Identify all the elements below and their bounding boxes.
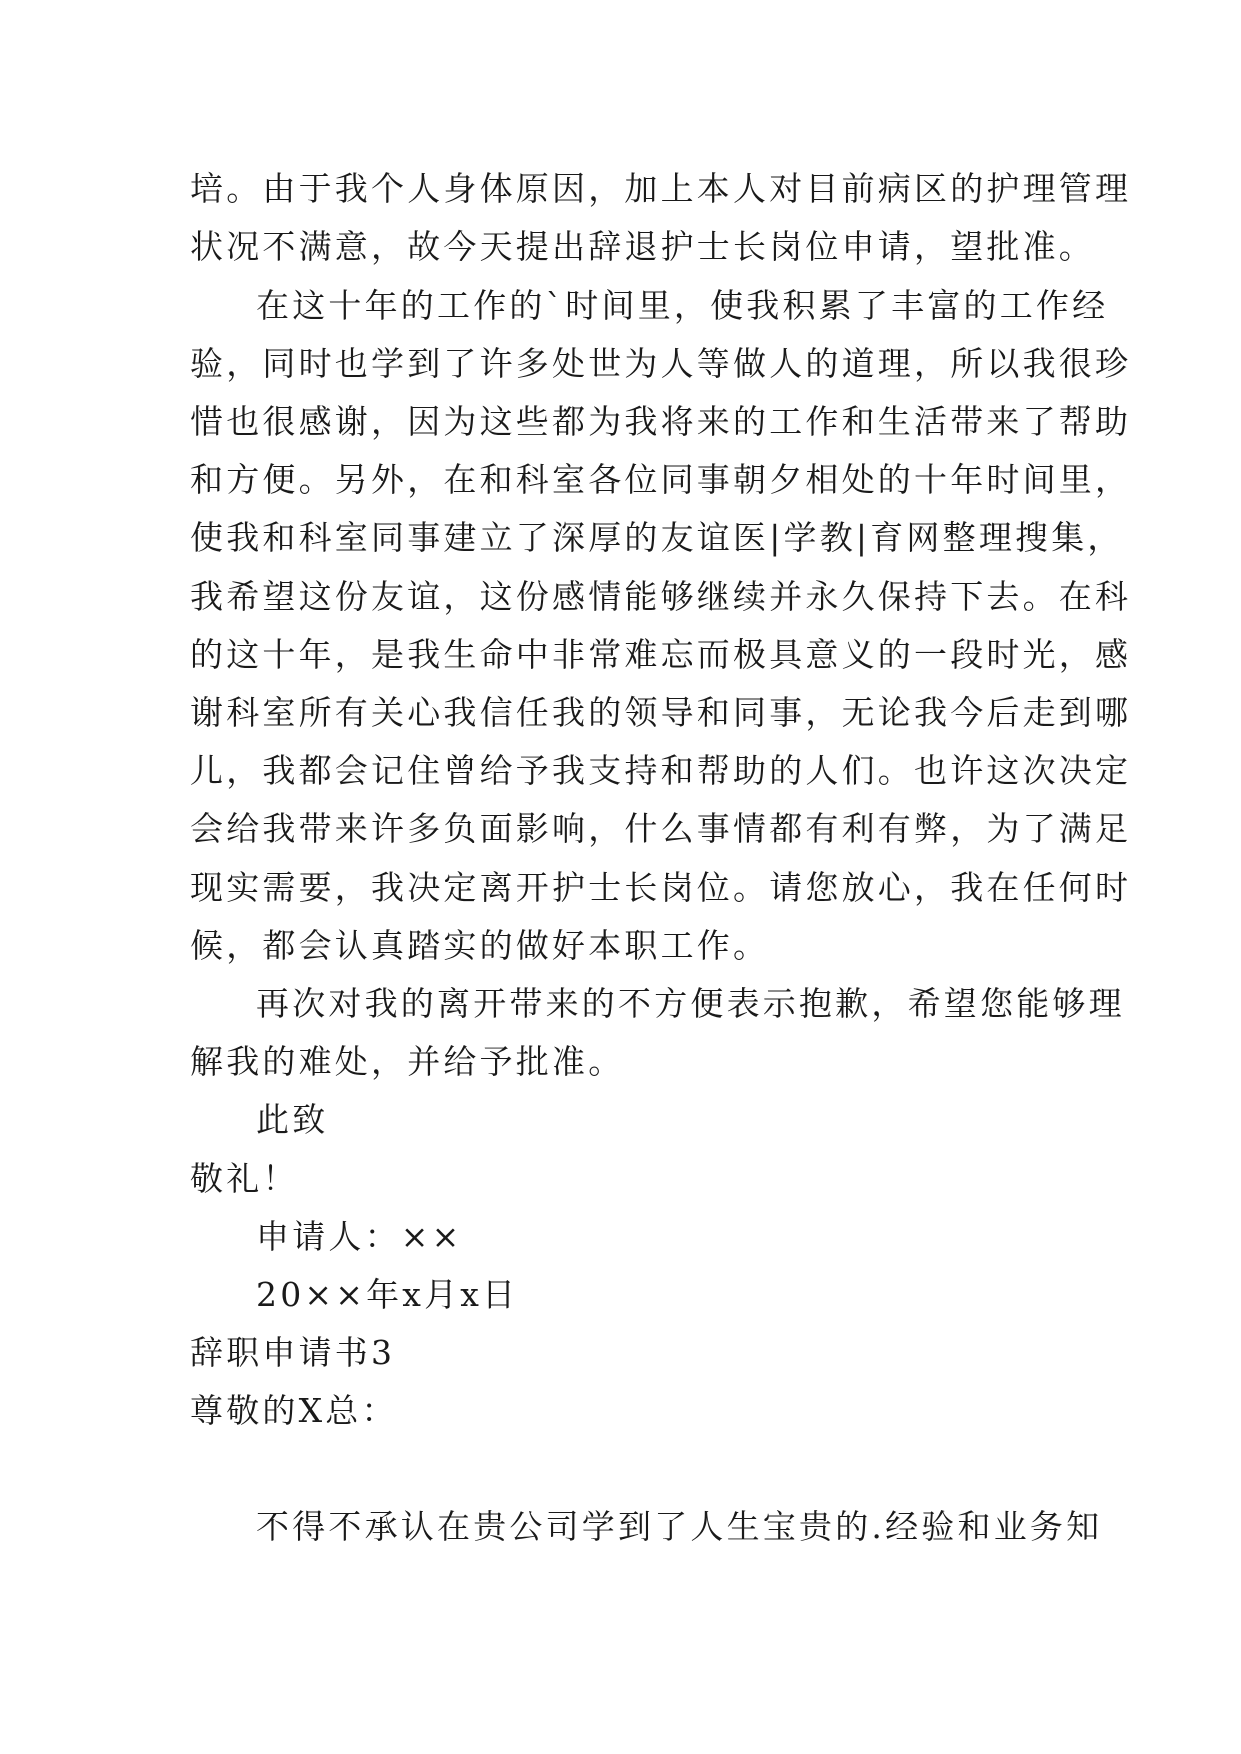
- paragraph-line: 状况不满意，故今天提出辞退护士长岗位申请，望批准。: [190, 227, 1095, 266]
- closing-salutation: 此致: [256, 1100, 329, 1139]
- paragraph-line: 会给我带来许多负面影响，什么事情都有利有弊，为了满足: [190, 809, 1132, 848]
- paragraph-line: 谢科室所有关心我信任我的领导和同事，无论我今后走到哪: [190, 693, 1132, 732]
- paragraph-line: 和方便。另外，在和科室各位同事朝夕相处的十年时间里，: [190, 460, 1132, 499]
- paragraph-line: 再次对我的离开带来的不方便表示抱歉，希望您能够理: [256, 984, 1125, 1023]
- letter-greeting: 尊敬的X总：: [190, 1391, 398, 1430]
- signature-date: 20××年x月x日: [256, 1275, 519, 1314]
- paragraph-line: 使我和科室同事建立了深厚的友谊医|学教|育网整理搜集，: [190, 518, 1124, 557]
- paragraph-line: 惜也很感谢，因为这些都为我将来的工作和生活带来了帮助: [190, 402, 1132, 441]
- paragraph-line: 不得不承认在贵公司学到了人生宝贵的.经验和业务知: [256, 1507, 1103, 1546]
- paragraph-line: 候，都会认真踏实的做好本职工作。: [190, 926, 770, 965]
- paragraph-line: 解我的难处，并给予批准。: [190, 1042, 625, 1081]
- paragraph-line: 现实需要，我决定离开护士长岗位。请您放心，我在任何时: [190, 868, 1132, 907]
- paragraph-line: 我希望这份友谊，这份感情能够继续并永久保持下去。在科: [190, 577, 1132, 616]
- applicant-signature: 申请人：××: [256, 1217, 463, 1256]
- paragraph-line: 在这十年的工作的`时间里，使我积累了丰富的工作经: [256, 286, 1109, 325]
- closing-regards: 敬礼！: [190, 1159, 299, 1198]
- paragraph-line: 儿，我都会记住曾给予我支持和帮助的人们。也许这次决定: [190, 751, 1132, 790]
- section-heading: 辞职申请书3: [190, 1333, 396, 1372]
- paragraph-line: 的这十年，是我生命中非常难忘而极具意义的一段时光，感: [190, 635, 1132, 674]
- paragraph-line: 验，同时也学到了许多处世为人等做人的道理，所以我很珍: [190, 344, 1132, 383]
- paragraph-line: 培。由于我个人身体原因，加上本人对目前病区的护理管理: [190, 169, 1132, 208]
